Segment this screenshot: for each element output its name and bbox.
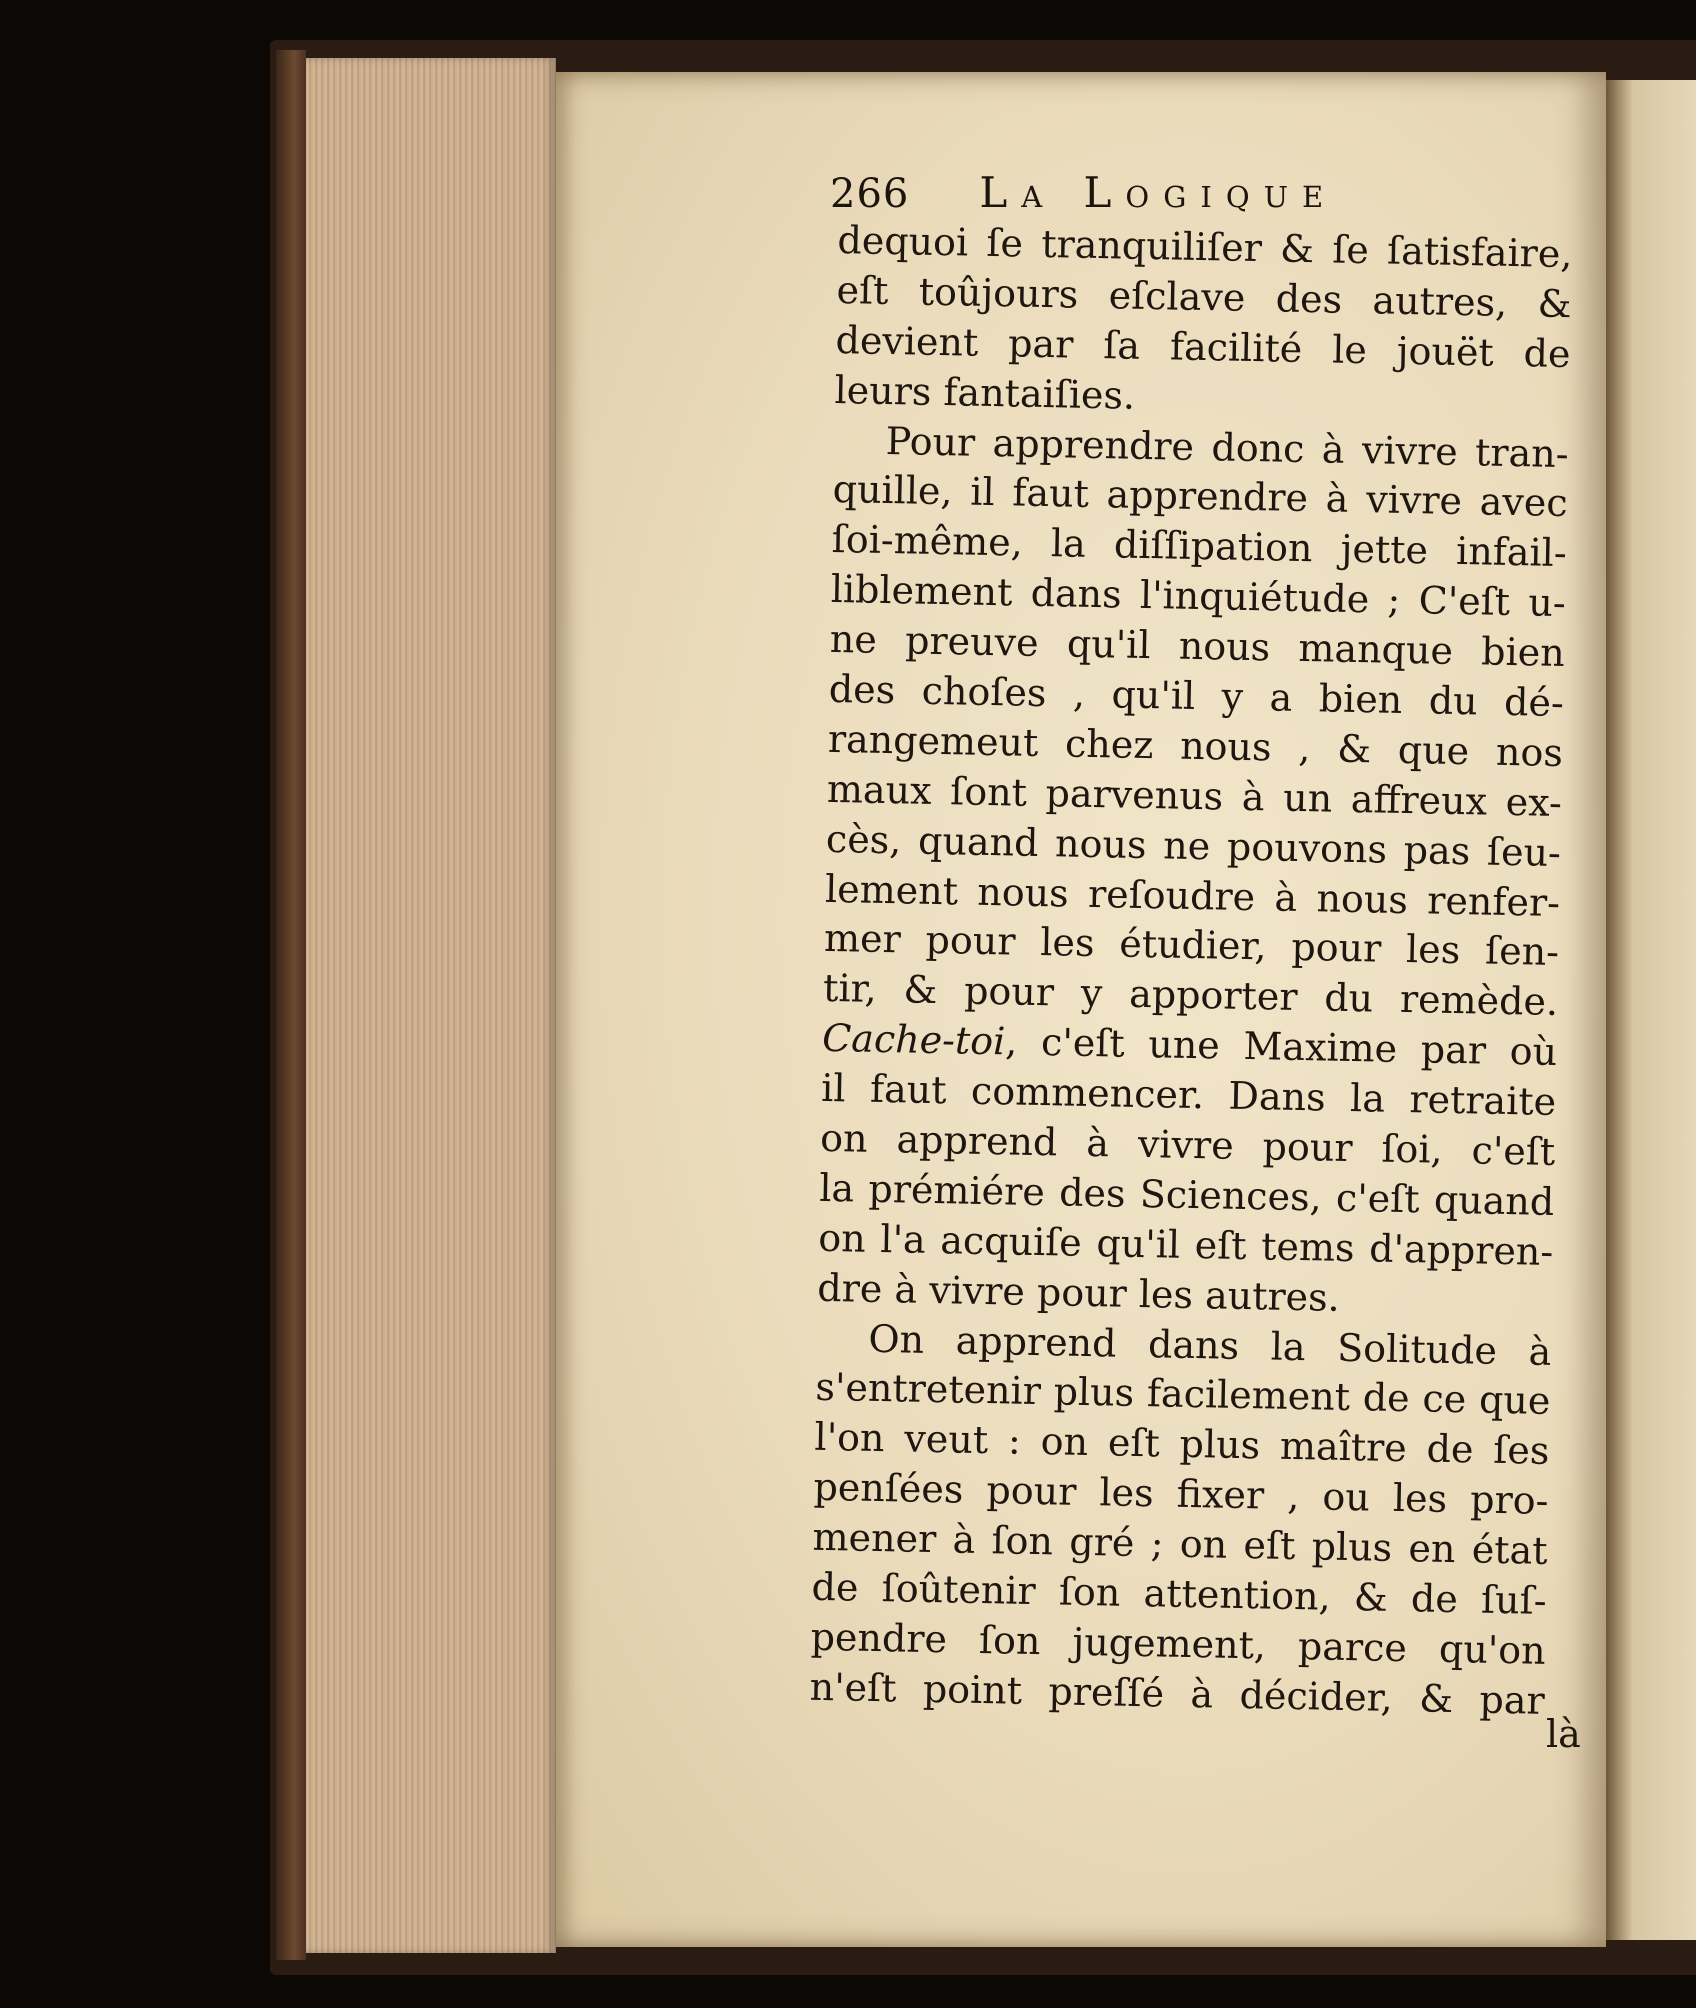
page-header xyxy=(830,168,1450,220)
text-line: de ſoûtenir ſon attention, & de ſuſ- xyxy=(811,1564,1547,1623)
text-line: liblement dans l'inquiétude ; C'eſt u- xyxy=(830,567,1567,626)
text-line: des choſes , qu'il y a bien du dé- xyxy=(828,666,1565,726)
text-line: n'eſt point preſſé à décider, & par xyxy=(809,1664,1546,1723)
italic-phrase: Cache-toi xyxy=(821,1016,1006,1064)
text-line: dequoi ſe tranquiliſer & ſe ſatisfaire, xyxy=(837,217,1573,277)
text-line: lement nous reſoudre à nous renfer- xyxy=(824,866,1561,925)
text-line: cès, quand nous ne pouvons pas ſeu- xyxy=(825,816,1562,875)
book-spine-edge xyxy=(276,50,306,1960)
text-line: maux ſont parvenus à un affreux ex- xyxy=(826,766,1563,825)
text-line: penſées pour les fixer , ou les pro- xyxy=(813,1465,1549,1524)
text-line: l'on veut : on eſt plus maître de ſes xyxy=(814,1415,1550,1474)
text-line: Pour apprendre donc à vivre tran- xyxy=(885,418,1569,476)
text-line: devient par ſa facilité le jouët de xyxy=(835,317,1571,376)
text-line: On apprend dans la Solitude à xyxy=(868,1316,1552,1374)
text-line: quille, il faut apprendre à vivre avec xyxy=(832,467,1569,526)
text-line: eſt toûjours eſclave des autres, & xyxy=(836,267,1572,326)
text-line: leurs fantaiſies. xyxy=(834,367,1136,418)
text-line: pendre ſon jugement, parce qu'on xyxy=(810,1614,1547,1673)
text-line: la prémiére des Sciences, c'eſt quand xyxy=(818,1165,1555,1224)
text-line: mer pour les étudier, pour les ſen- xyxy=(823,916,1560,975)
running-title: La Logique xyxy=(979,168,1338,217)
text-line: mener à ſon gré ; on eſt plus en état xyxy=(812,1514,1548,1574)
catchword: là xyxy=(1546,1712,1581,1756)
page-number: 266 xyxy=(830,171,910,217)
text-line: ne preuve qu'il nous manque bien xyxy=(829,617,1566,676)
text-line: tir, & pour y apporter du remède. xyxy=(822,966,1559,1025)
text-line-rest: , c'eſt une Maxime par où xyxy=(1004,1019,1558,1075)
page-block-edges xyxy=(306,58,556,1953)
text-line: rangemeut chez nous , & que nos xyxy=(827,716,1564,775)
text-line: ſoi-même, la diſſipation jette infail- xyxy=(831,517,1568,576)
text-line: on l'a acquiſe qu'il eſt tems d'appren- xyxy=(817,1215,1554,1274)
facing-page-edge xyxy=(1606,80,1696,1940)
text-line: s'entretenir plus facilement de ce que xyxy=(815,1365,1551,1424)
page-body-text xyxy=(809,216,1573,1727)
text-line: il faut commencer. Dans la retraite xyxy=(820,1065,1557,1125)
text-line: dre à vivre pour les autres. xyxy=(817,1265,1341,1320)
text-line: on apprend à vivre pour ſoi, c'eſt xyxy=(819,1115,1556,1174)
